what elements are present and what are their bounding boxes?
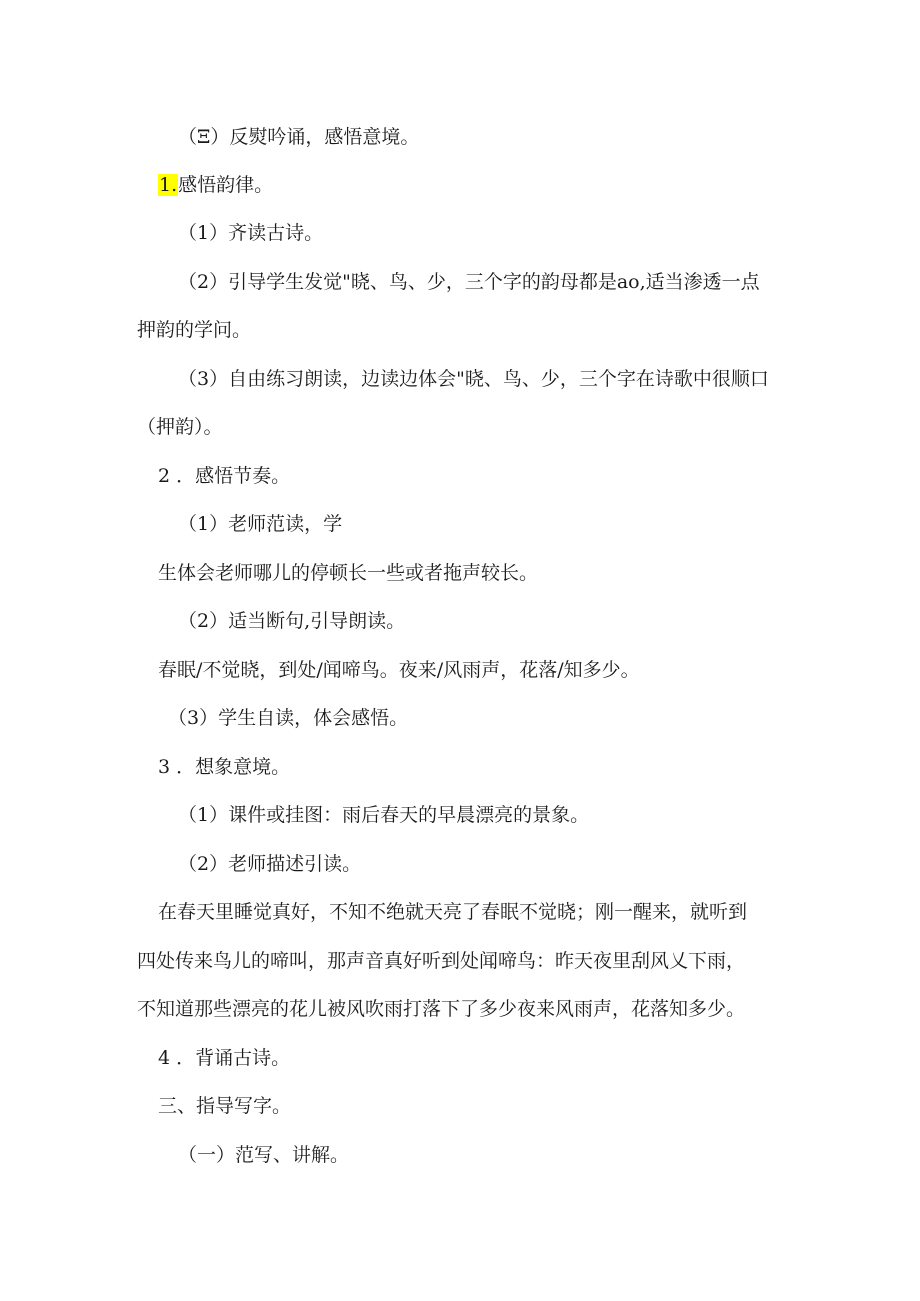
paragraph-line: （一）范写、讲解。	[178, 1144, 350, 1166]
item-2-heading: 2 ．感悟节奏。	[158, 465, 291, 487]
paragraph-line: （2）适当断句,引导朗读。	[178, 610, 406, 632]
section-heading-writing: 三、指导写字。	[158, 1095, 292, 1117]
paragraph-line: 在春天里睡觉真好，不知不绝就天亮了春眠不觉晓；刚一醒来，就听到	[158, 901, 748, 923]
item-1-text: 感悟韵律。	[178, 174, 274, 196]
paragraph-line: （1）老师范读，学	[178, 513, 343, 535]
poem-line: 春眠/不觉晓，到处/闻啼鸟。夜来/风雨声，花落/知多少。	[158, 659, 640, 681]
highlighted-number: 1.	[159, 174, 178, 196]
paragraph-line: （1）课件或挂图：雨后春天的早晨漂亮的景象。	[178, 804, 590, 826]
item-1-heading	[158, 172, 273, 198]
item-3-heading: 3 ．想象意境。	[158, 756, 291, 778]
paragraph-line: （1）齐读古诗。	[178, 222, 324, 244]
paragraph-line: 押韵的学问。	[137, 319, 252, 341]
paragraph-line: 四处传来鸟儿的啼叫，那声音真好听到处闻啼鸟：昨天夜里刮风乂下雨，	[137, 950, 746, 972]
paragraph-line: （3）自由练习朗读，边读边体会"晓、鸟、少，三个字在诗歌中很顺口	[178, 368, 769, 390]
paragraph-line: （押韵）。	[137, 416, 223, 438]
paragraph-line: 生体会老师哪儿的停顿长一些或者拖声较长。	[158, 562, 539, 584]
paragraph-line: （2）老师描述引读。	[178, 853, 362, 875]
section-heading-recite: （Ξ）反熨吟诵，感悟意境。	[178, 126, 420, 148]
paragraph-line: （2）引导学生发觉"晓、鸟、少，三个字的韵母都是ao,适当渗透一点	[178, 271, 760, 293]
paragraph-line: （3）学生自读，体会感悟。	[168, 707, 409, 729]
paragraph-line: 不知道那些漂亮的花儿被风吹雨打落下了多少夜来风雨声，花落知多少。	[137, 998, 746, 1020]
item-4-heading: 4 ．背诵古诗。	[158, 1047, 291, 1069]
